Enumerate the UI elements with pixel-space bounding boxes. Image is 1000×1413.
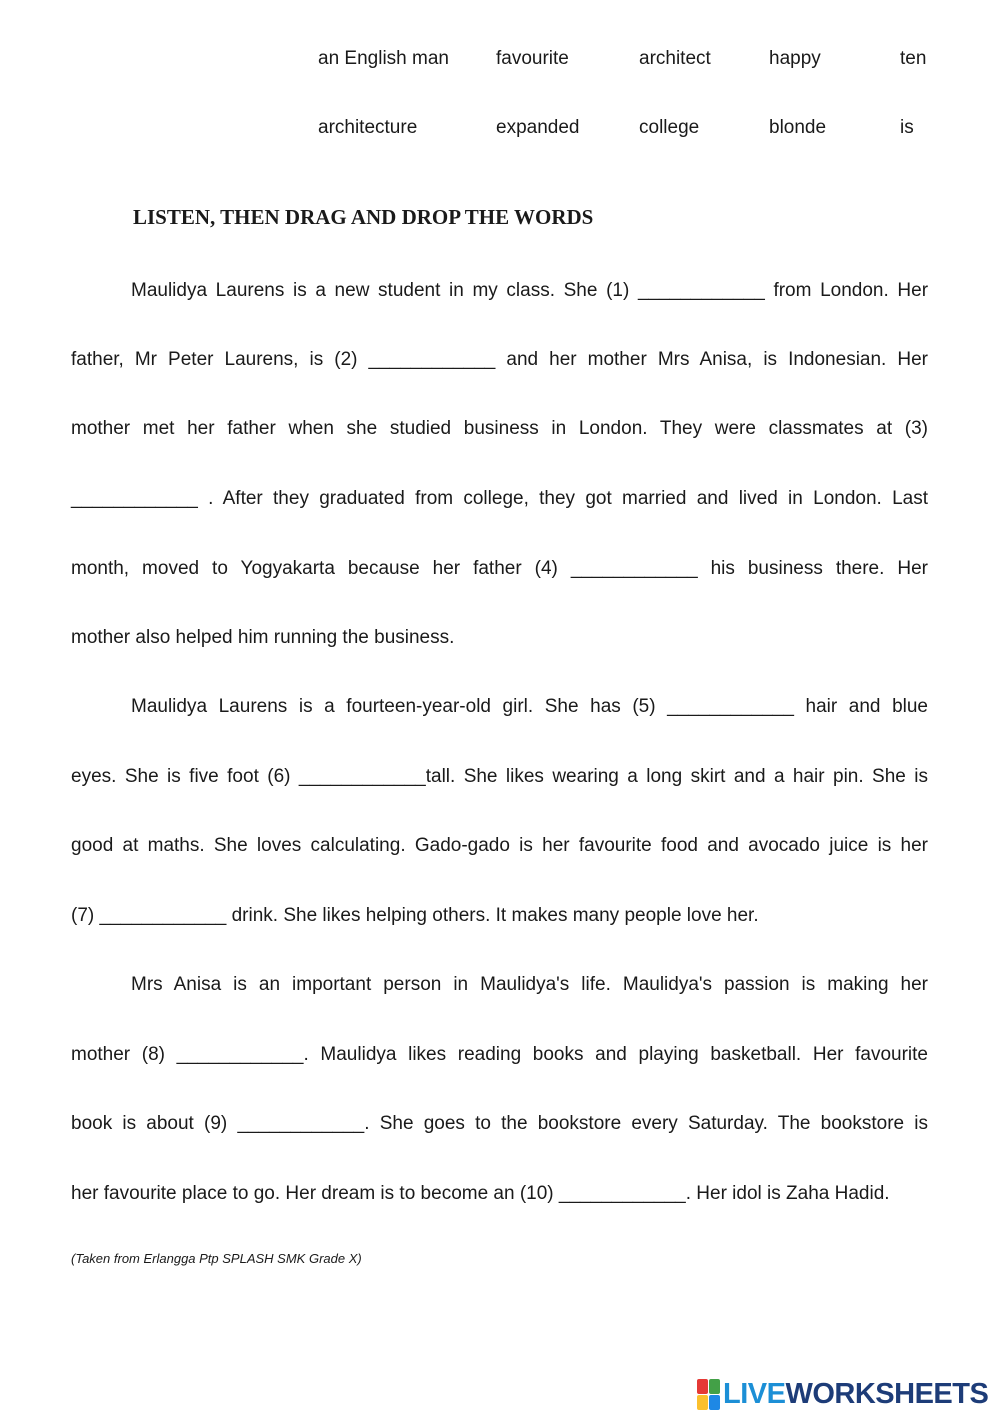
word-bank-item[interactable]: an English man [318, 48, 449, 69]
blank-6[interactable]: ____________ [298, 766, 426, 787]
word-bank-item[interactable]: favourite [496, 48, 569, 69]
blank-5[interactable]: ____________ [667, 696, 794, 717]
text-line: mother met her father when she studied business in London. They were classmates at (3) [71, 418, 928, 439]
text-line: (7) ____________ drink. She likes helping others. It makes many people love her. [71, 903, 928, 929]
source-citation: (Taken from Erlangga Ptp SPLASH SMK Grade X) [71, 1251, 362, 1266]
word-bank-item[interactable]: happy [769, 48, 821, 69]
text-line: Mrs Anisa is an important person in Maulidya's life. Maulidya's passion is making her [131, 974, 928, 995]
text-line: book is about (9) ____________. She goes to the bookstore every Saturday. The bookstore is [71, 1111, 928, 1137]
blank-10[interactable]: ____________ [558, 1183, 686, 1204]
text-line: good at maths. She loves calculating. Gado-gado is her favourite food and avocado juice is her [71, 835, 928, 856]
text-line: Maulidya Laurens is a fourteen-year-old girl. She has (5) ____________ hair and blue [131, 694, 928, 720]
blank-9[interactable]: ____________ [237, 1113, 365, 1134]
word-bank-item[interactable]: is [900, 117, 914, 138]
word-bank-item[interactable]: expanded [496, 117, 580, 138]
word-bank-item[interactable]: architecture [318, 117, 418, 138]
word-bank-item[interactable]: college [639, 117, 700, 138]
worksheet-title: LISTEN, THEN DRAG AND DROP THE WORDS [133, 205, 594, 229]
text-line: eyes. She is five foot (6) ____________tall. She likes wearing a long skirt and a hair pin. She is [71, 764, 928, 790]
blank-3[interactable]: ____________ [71, 488, 198, 509]
word-bank-item[interactable]: blonde [769, 117, 827, 138]
text-line: ____________ . After they graduated from college, they got married and lived in London. Last [71, 486, 928, 512]
liveworksheets-logo [697, 1377, 988, 1411]
blank-1[interactable]: ____________ [637, 280, 765, 301]
text-line: mother also helped him running the business. [71, 627, 455, 648]
liveworksheets-logo-text: LIVEWORKSHEETS [723, 1378, 989, 1410]
blank-4[interactable]: ____________ [570, 558, 698, 579]
blank-8[interactable]: ____________ [176, 1044, 304, 1065]
text-line: month, moved to Yogyakarta because her father (4) ____________ his business there. Her [71, 556, 928, 582]
blank-2[interactable]: ____________ [368, 349, 496, 370]
word-bank-item[interactable]: architect [639, 48, 711, 69]
text-line: her favourite place to go. Her dream is to become an (10) ____________. Her idol is Zaha Hadid. [71, 1181, 928, 1207]
word-bank-item[interactable]: ten [900, 48, 927, 69]
text-line: father, Mr Peter Laurens, is (2) ____________ and her mother Mrs Anisa, is Indonesian. Her [71, 347, 928, 373]
blank-7[interactable]: ____________ [99, 905, 227, 926]
liveworksheets-logo-icon [697, 1379, 720, 1410]
text-line: Maulidya Laurens is a new student in my class. She (1) ____________ from London. Her [131, 278, 928, 304]
text-line: mother (8) ____________. Maulidya likes reading books and playing basketball. Her favourite [71, 1042, 928, 1068]
